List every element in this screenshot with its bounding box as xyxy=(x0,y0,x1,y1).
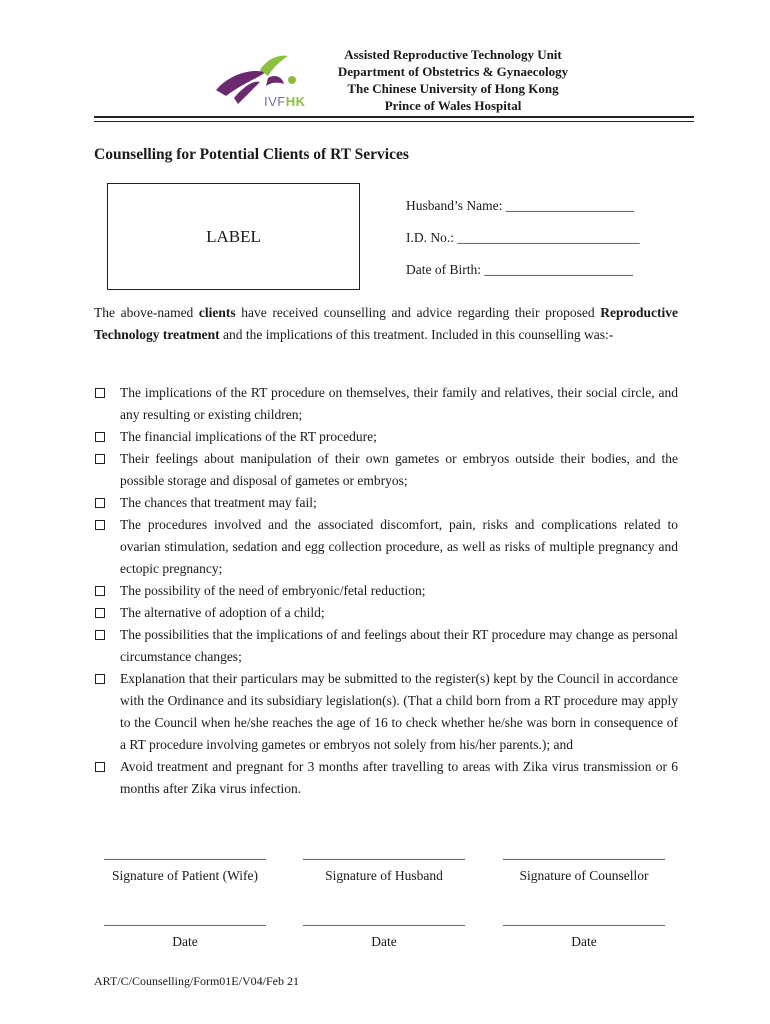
checklist-item-text: Their feelings about manipulation of their own gametes or embryos outside their bodies, and the possible storage and disposal of gametes or embryos; xyxy=(120,451,678,488)
checkbox[interactable] xyxy=(95,388,105,398)
header-line-department: Department of Obstetrics & Gynaecology xyxy=(337,64,569,79)
header-line-university: The Chinese University of Hong Kong xyxy=(347,81,559,96)
checklist-item-text: Explanation that their particulars may be submitted to the register(s) kept by the Council in accordance with the Ordinance and its subsidiary legislation(s). (That a child born from a RT procedure may apply to the Council when he/she reaches the age of 16 to check whether he/she was born in consequence of a RT procedure involving gametes or embryos not solely from his/her parents.); and xyxy=(120,671,678,752)
checkbox[interactable] xyxy=(95,762,105,772)
header-rule-thick xyxy=(94,116,694,118)
checklist-item xyxy=(94,514,678,580)
checklist-item xyxy=(94,624,678,668)
intro-paragraph xyxy=(94,302,678,346)
wife-signature-label: Signature of Patient (Wife) xyxy=(111,868,259,883)
form-title: Counselling for Potential Clients of RT Services xyxy=(94,146,409,163)
checklist-item xyxy=(94,492,678,514)
intro-bold-clients: clients xyxy=(198,305,236,320)
checklist-item xyxy=(94,382,678,426)
checklist-item xyxy=(94,426,678,448)
checkbox[interactable] xyxy=(95,454,105,464)
wife-date-label: Date xyxy=(172,934,198,949)
date-of-birth-blank[interactable]: ______________________ xyxy=(484,262,633,277)
form-reference-footer: ART/C/Counselling/Form01E/V04/Feb 21 xyxy=(94,974,299,988)
checkbox[interactable] xyxy=(95,674,105,684)
header-line-hospital: Prince of Wales Hospital xyxy=(384,98,522,113)
husband-name-blank[interactable]: ___________________ xyxy=(505,198,634,213)
header-line-unit: Assisted Reproductive Technology Unit xyxy=(344,47,562,62)
patient-label-box xyxy=(107,183,360,290)
id-number-label: I.D. No.: xyxy=(406,230,454,245)
intro-text-3: and the implications of this treatment. Included in this counselling was:- xyxy=(219,327,614,342)
husband-name-label: Husband’s Name: xyxy=(406,198,503,213)
counsellor-date-blank[interactable]: ________________________ xyxy=(503,912,665,927)
checklist-item-text: The alternative of adoption of a child; xyxy=(120,605,325,620)
date-of-birth-field[interactable] xyxy=(406,262,633,278)
checklist-item xyxy=(94,602,678,624)
header-rule-thin xyxy=(94,121,694,122)
checkbox[interactable] xyxy=(95,498,105,508)
husband-signature-blank[interactable]: ________________________ xyxy=(303,846,465,861)
id-number-blank[interactable]: ___________________________ xyxy=(457,230,640,245)
husband-date-blank[interactable]: ________________________ xyxy=(303,912,465,927)
logo-wordmark-ivf: IVF xyxy=(264,94,286,109)
date-of-birth-label: Date of Birth: xyxy=(406,262,481,277)
checklist-item xyxy=(94,668,678,756)
husband-date-label: Date xyxy=(371,934,397,949)
checklist-item xyxy=(94,580,678,602)
wife-date-blank[interactable]: ________________________ xyxy=(104,912,266,927)
id-number-field[interactable] xyxy=(406,230,640,246)
counsellor-signature-label: Signature of Counsellor xyxy=(519,868,649,883)
checkbox[interactable] xyxy=(95,586,105,596)
intro-text-2: have received counselling and advice regarding their proposed xyxy=(235,305,601,320)
counsellor-signature-blank[interactable]: ________________________ xyxy=(503,846,665,861)
checklist-item-text: The financial implications of the RT procedure; xyxy=(120,429,377,444)
checklist-item-text: Avoid treatment and pregnant for 3 months after travelling to areas with Zika virus transmission or 6 months after Zika virus infection. xyxy=(120,759,678,796)
checkbox[interactable] xyxy=(95,520,105,530)
institution-header xyxy=(300,46,606,114)
wife-signature-blank[interactable]: ________________________ xyxy=(104,846,266,861)
checklist-item-text: The possibility of the need of embryonic/fetal reduction; xyxy=(120,583,426,598)
logo-wordmark-hk: HK xyxy=(285,94,306,109)
checkbox[interactable] xyxy=(95,432,105,442)
checklist-item-text: The chances that treatment may fail; xyxy=(120,495,317,510)
counsellor-date-label: Date xyxy=(571,934,597,949)
label-placeholder-text: LABEL xyxy=(206,226,261,246)
checklist-item-text: The procedures involved and the associated discomfort, pain, risks and complications related to ovarian stimulation, sedation and egg collection procedure, as well as risks of multiple pregnancy and ectopic pregnancy; xyxy=(120,517,678,576)
intro-bold-treatment: Reproductive Technology treatment xyxy=(94,305,678,342)
husband-signature-label: Signature of Husband xyxy=(325,868,443,883)
counselling-checklist xyxy=(94,382,678,800)
intro-text-1: The above-named xyxy=(94,305,199,320)
checklist-item xyxy=(94,756,678,800)
checklist-item xyxy=(94,448,678,492)
checklist-item-text: The implications of the RT procedure on themselves, their family and relatives, their social circle, and any resulting or existing children; xyxy=(120,385,678,422)
husband-name-field[interactable] xyxy=(406,198,634,214)
checkbox[interactable] xyxy=(95,608,105,618)
checkbox[interactable] xyxy=(95,630,105,640)
checklist-item-text: The possibilities that the implications of and feelings about their RT procedure may change as personal circumstance changes; xyxy=(120,627,678,664)
